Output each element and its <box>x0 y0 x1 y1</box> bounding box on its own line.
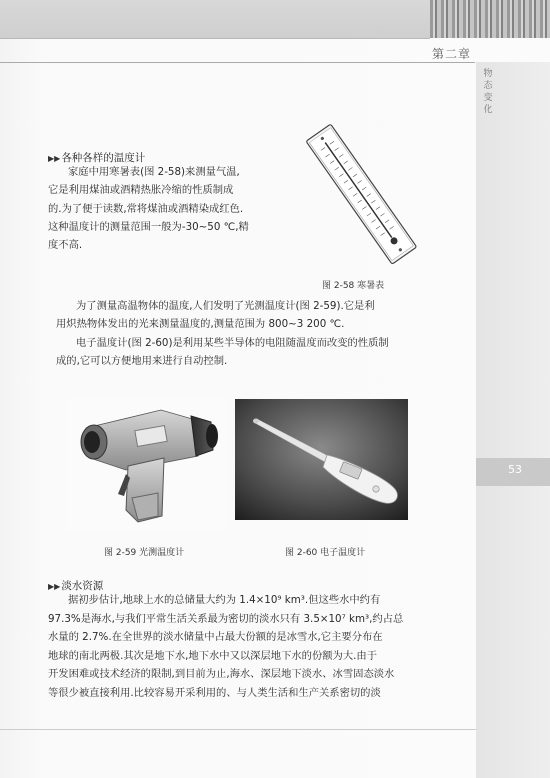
section-heading-text: 淡水资源 <box>61 580 104 592</box>
figure-caption-2-59: 图 2-59 光测温度计 <box>104 548 185 558</box>
footer-divider <box>0 729 476 730</box>
figure-thermometer-image <box>298 118 428 268</box>
header-divider <box>0 62 475 63</box>
text-line: 据初步估计,地球上水的总储量大约为 1.4×10⁹ km³.但这些水中约有 <box>68 594 381 606</box>
figure-caption-2-58: 图 2-58 寒暑表 <box>322 281 385 291</box>
triangle-bullet-icon: ▶▶ <box>48 154 61 163</box>
text-line: 电子温度计(图 2-60)是利用某些半导体的电阻随温度而改变的性质制 <box>76 336 389 349</box>
chapter-title: 第二章 <box>432 47 472 61</box>
section-heading-text: 各种各样的温度计 <box>61 152 146 164</box>
text-line: 度不高. <box>48 239 83 252</box>
page-number: 53 <box>508 463 522 476</box>
text-line: 地球的南北两极.其次是地下水,地下水中又以深层地下水的份额为大.由于 <box>48 649 378 662</box>
figure-electronic-thermometer-image <box>235 399 408 520</box>
figure-caption-2-60: 图 2-60 电子温度计 <box>285 548 366 558</box>
text-line: 为了测量高温物体的温度,人们发明了光测温度计(图 2-59).它是利 <box>76 300 375 312</box>
text-line: 开发困难或技术经济的限制,到目前为止,海水、深层地下淡水、冰雪固态淡水 <box>48 668 395 681</box>
header-photo-strip <box>430 0 550 38</box>
text-line: 这种温度计的测量范围一般为-30~50 ℃,精 <box>48 220 249 233</box>
text-line: 它是利用煤油或酒精热胀冷缩的性质制成 <box>48 184 234 197</box>
text-line: 家庭中用寒暑表(图 2-58)来测量气温, <box>68 166 240 178</box>
text-line: 用炽热物体发出的光来测量温度的,测量范围为 800~3 200 ℃. <box>56 318 345 331</box>
text-line: 水量的 2.7%.在全世界的淡水储量中占最大份额的是冰雪水,它主要分布在 <box>48 631 383 644</box>
section1-paragraph <box>48 163 249 254</box>
sidebar-section-label: 物态变化 <box>483 69 493 115</box>
wall-thermometer-icon <box>298 118 428 268</box>
section1-continued-paragraph <box>56 297 389 370</box>
triangle-bullet-icon: ▶▶ <box>48 582 61 591</box>
text-line: 的.为了便于读数,常将煤油或酒精染成红色. <box>48 202 244 215</box>
digital-thermometer-icon <box>235 399 408 520</box>
text-line: 97.3%是海水,与我们平常生活关系最为密切的淡水只有 3.5×10⁷ km³,约占总 <box>48 612 404 625</box>
right-sidebar <box>476 62 550 778</box>
figure-optical-pyrometer-image <box>66 398 226 532</box>
text-line: 等很少被直接利用.比较容易开采利用的、与人类生活和生产关系密切的淡 <box>48 686 381 699</box>
section2-paragraph <box>48 591 403 703</box>
text-line: 成的,它可以方便地用来进行自动控制. <box>56 354 228 367</box>
header-band <box>0 0 430 39</box>
optical-pyrometer-icon <box>66 398 226 532</box>
